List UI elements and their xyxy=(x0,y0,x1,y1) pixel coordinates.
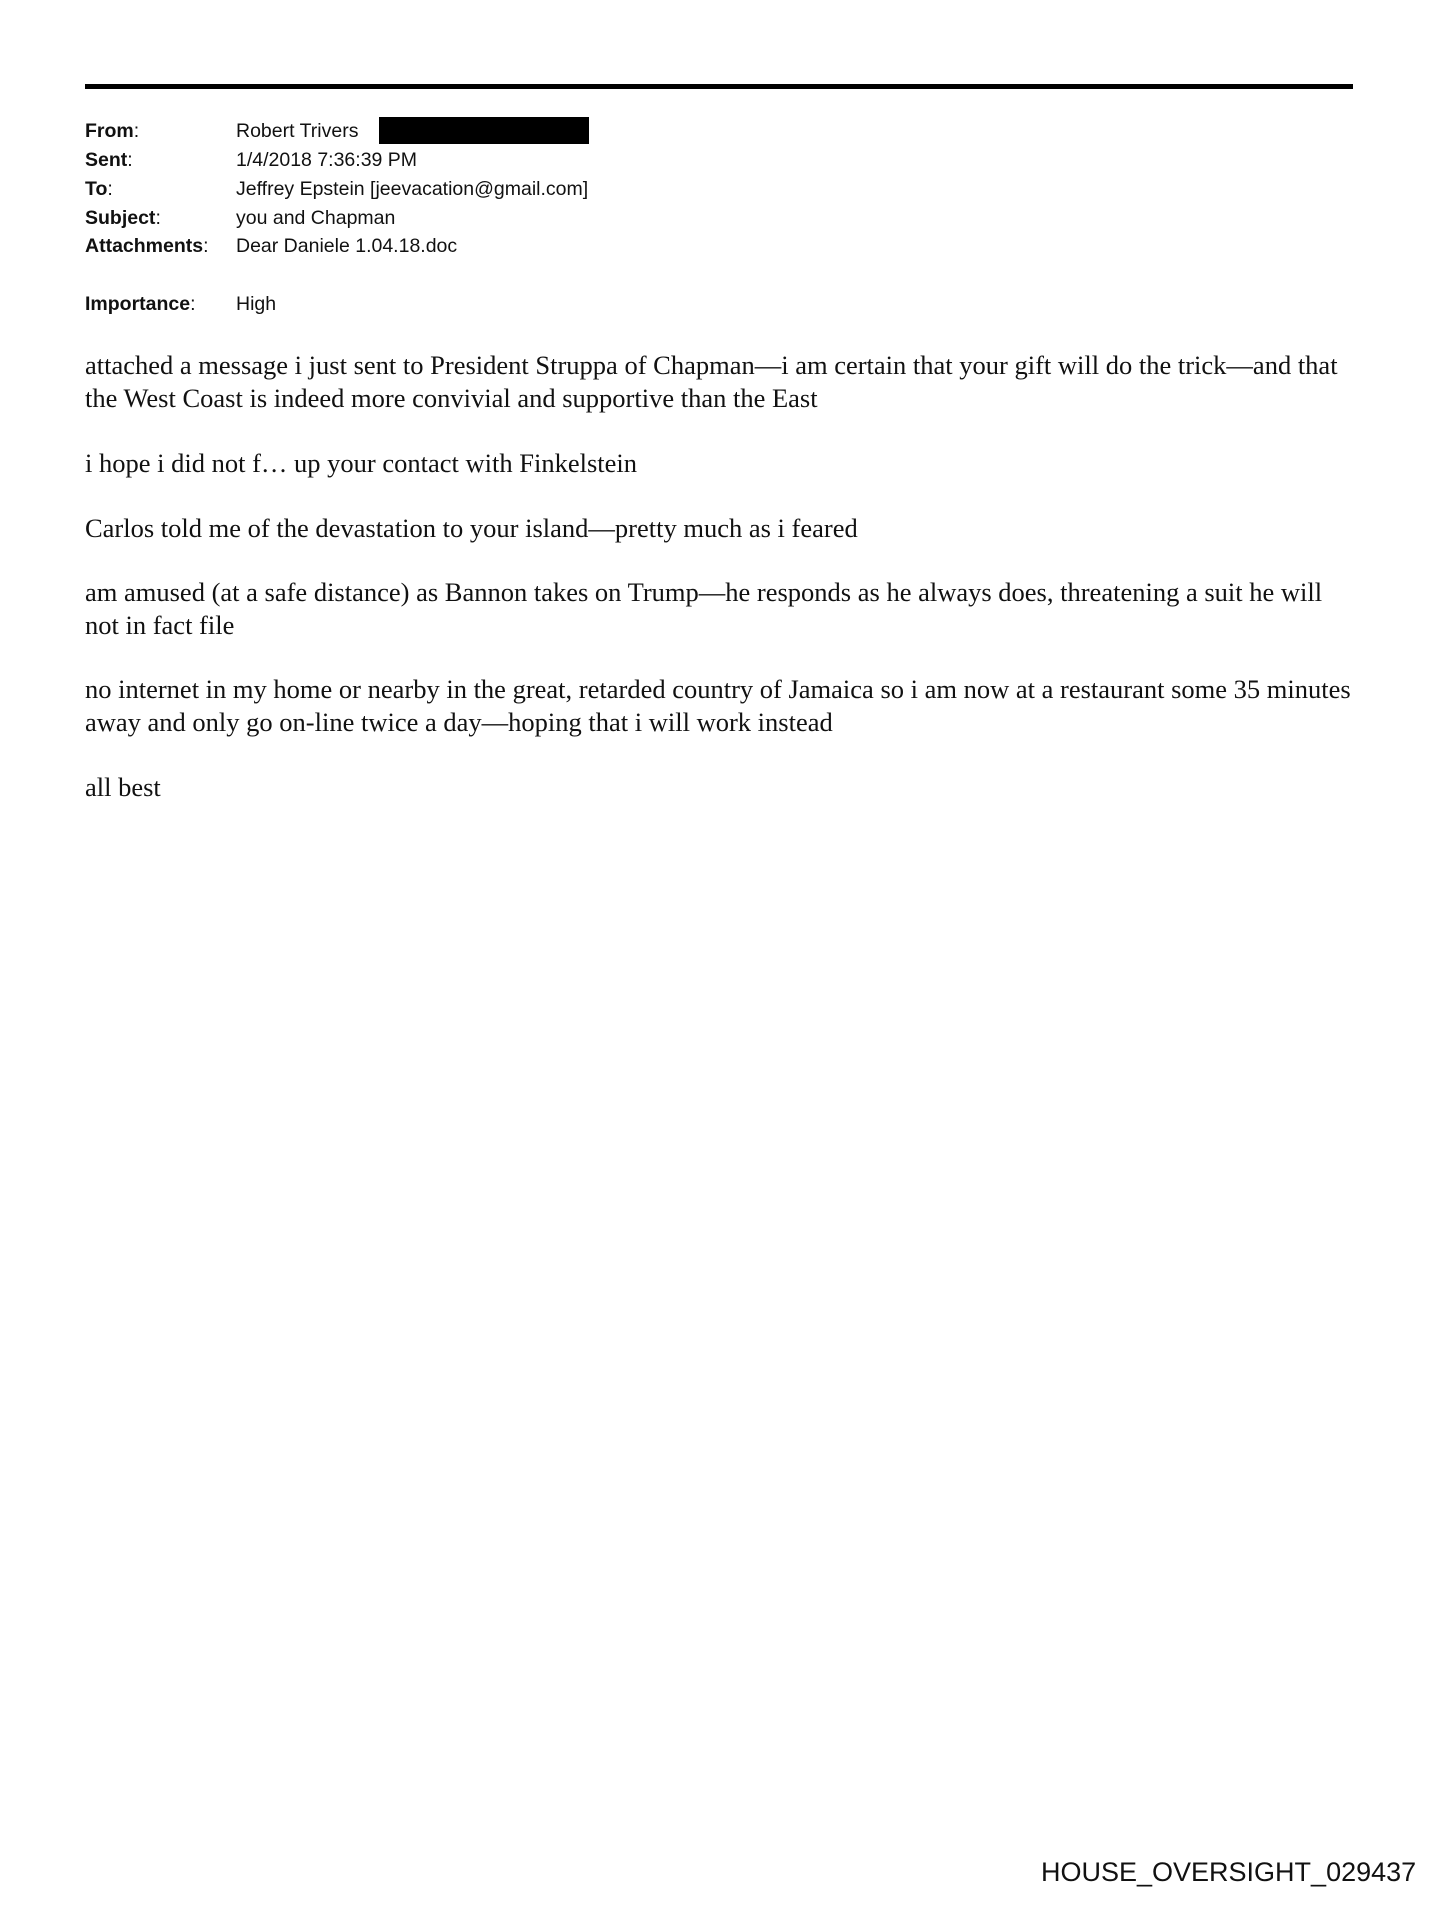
from-value: Robert Trivers xyxy=(236,120,359,142)
subject-label: Subject xyxy=(85,207,156,229)
sent-value: 1/4/2018 7:36:39 PM xyxy=(236,149,418,171)
importance-label: Importance xyxy=(85,293,191,315)
body-paragraph: all best xyxy=(85,772,161,802)
subject-value: you and Chapman xyxy=(236,207,396,229)
body-paragraph: am amused (at a safe distance) as Bannon takes on Trump—he responds as he always does, threatening a suit he will not in fact file xyxy=(85,577,1323,640)
redaction-box xyxy=(379,117,589,144)
header-divider xyxy=(85,84,1353,89)
body-paragraph: no internet in my home or nearby in the great, retarded country of Jamaica so i am now at a restaurant some 35 minutes away and only go on-line twice a day—hoping that i will work instead xyxy=(85,674,1351,737)
from-label: From xyxy=(85,120,134,142)
attachments-value: Dear Daniele 1.04.18.doc xyxy=(236,235,458,257)
body-paragraph: Carlos told me of the devastation to your island—pretty much as i feared xyxy=(85,513,858,543)
body-paragraph: i hope i did not f… up your contact with Finkelstein xyxy=(85,448,638,478)
to-value: Jeffrey Epstein [jeevacation@gmail.com] xyxy=(236,178,589,200)
sent-label: Sent xyxy=(85,149,128,171)
to-label: To xyxy=(85,178,108,200)
importance-value: High xyxy=(236,293,277,315)
attachments-label: Attachments xyxy=(85,235,204,257)
bates-number: HOUSE_OVERSIGHT_029437 xyxy=(1041,1857,1417,1887)
body-paragraph: attached a message i just sent to President Struppa of Chapman—i am certain that your gift will do the trick—and that the West Coast is indeed more convivial and supportive than the East xyxy=(85,350,1338,413)
